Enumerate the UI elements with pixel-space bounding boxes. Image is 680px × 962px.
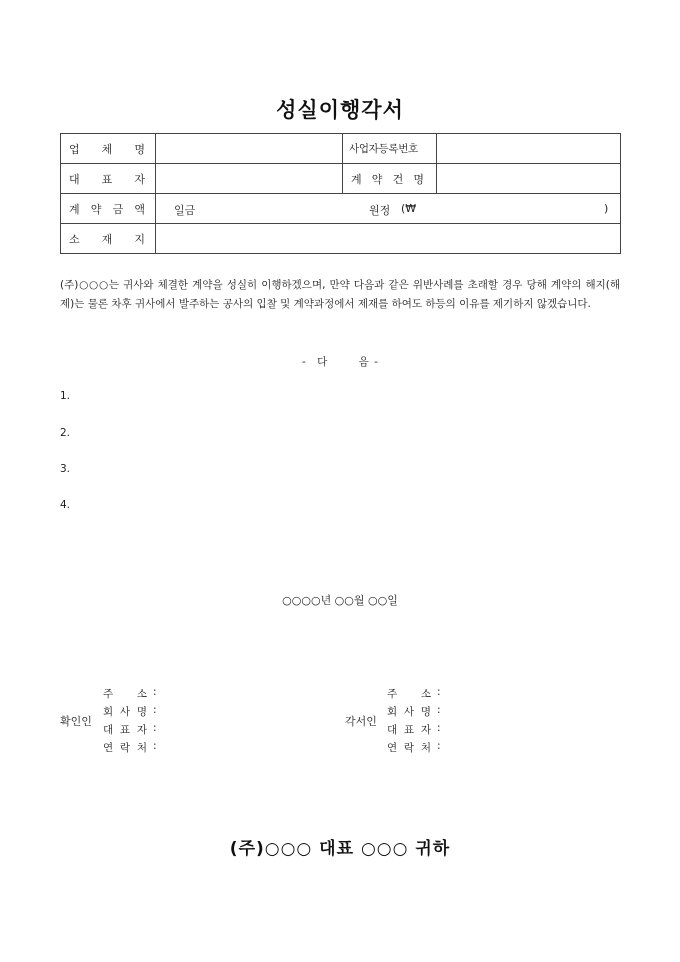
list-item-3: 3. (60, 463, 71, 475)
table-row (61, 224, 621, 254)
contract-name-field[interactable] (437, 164, 621, 194)
amount-paren-open: (₩ (401, 202, 417, 215)
confirmer-contact-label: 연 락 처 : (103, 740, 157, 754)
pledger-company-label: 회 사 명 : (387, 704, 441, 718)
representative-field[interactable] (156, 164, 343, 194)
confirmer-address-label: 주 소 : (103, 686, 157, 700)
contract-amount-field[interactable] (156, 194, 621, 224)
addressee-footer: (주)○○○ 대표 ○○○ 귀하 (229, 839, 451, 859)
pledge-paragraph: (주)○○○는 귀사와 체결한 계약을 성실히 이행하겠으며, 만약 다음과 같은 위반사례를 초래할 경우 당해 계약의 해지(해제)는 물론 차후 귀사에서 발주하는 공사의 입찰 및 계약과정에서 제재를 하여도 하등의 이유를 제기하지 않겠습니다. (60, 279, 620, 310)
contract-name-label: 계 약 건 명 (343, 164, 437, 194)
document-title: 성실이행각서 (276, 98, 404, 122)
address-label: 소 재 지 (61, 224, 156, 254)
confirmer-title: 확인인 (60, 715, 92, 728)
representative-label: 대 표 자 (61, 164, 156, 194)
amount-prefix: 일금 (174, 204, 196, 217)
pledger-address-label: 주 소 : (387, 686, 441, 700)
document-date: ○○○○년 ○○월 ○○일 (282, 594, 398, 607)
contract-info-table (60, 133, 621, 254)
table-row (61, 194, 621, 224)
company-name-field[interactable] (156, 134, 343, 164)
pledger-representative-label: 대 표 자 : (387, 722, 441, 736)
following-heading: - 다 음 - (302, 356, 378, 368)
list-item-2: 2. (60, 427, 71, 439)
address-field[interactable] (156, 224, 621, 254)
contract-amount-label: 계 약 금 액 (61, 194, 156, 224)
list-item-1: 1. (60, 390, 71, 402)
table-row (61, 164, 621, 194)
list-item-4: 4. (60, 499, 71, 511)
business-number-field[interactable] (437, 134, 621, 164)
amount-paren-close: ) (604, 202, 609, 215)
confirmer-representative-label: 대 표 자 : (103, 722, 157, 736)
pledger-contact-label: 연 락 처 : (387, 740, 441, 754)
confirmer-company-label: 회 사 명 : (103, 704, 157, 718)
table-row (61, 134, 621, 164)
company-name-label: 업 체 명 (61, 134, 156, 164)
amount-won: 원정 (369, 204, 391, 217)
pledger-title: 각서인 (345, 715, 377, 728)
business-number-label: 사업자등록번호 (343, 134, 437, 164)
